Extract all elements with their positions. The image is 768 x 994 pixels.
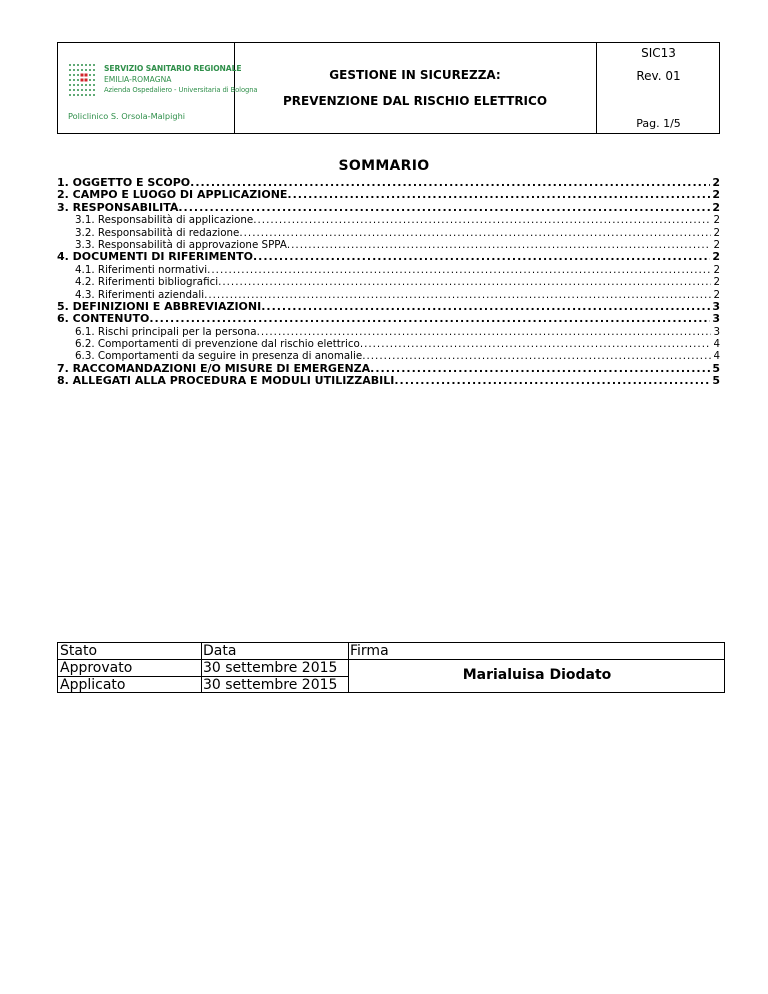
row-approvato-stato: Approvato — [60, 660, 133, 676]
table-of-contents — [57, 177, 720, 388]
toc-dot-leader — [239, 227, 711, 239]
toc-dot-leader — [178, 202, 710, 214]
toc-entry-label: 3.2. Responsabilità di redazione — [75, 226, 240, 239]
signature-name: Marialuisa Diodato — [462, 667, 612, 683]
logo-line-3: Azienda Ospedaliero - Universitaria di Bologna — [104, 86, 258, 94]
toc-entry-page: 3 — [712, 313, 720, 326]
row-applicato-stato: Applicato — [60, 677, 126, 693]
document-header — [57, 42, 720, 134]
logo-line-1: SERVIZIO SANITARIO REGIONALE — [104, 64, 242, 73]
col-header-stato: Stato — [60, 643, 98, 659]
toc-entry[interactable] — [57, 239, 720, 251]
toc-dot-leader — [261, 301, 710, 313]
toc-entry[interactable] — [57, 289, 720, 301]
toc-entry[interactable] — [57, 313, 720, 325]
toc-entry-page: 2 — [713, 263, 720, 276]
toc-dot-leader — [190, 177, 710, 189]
toc-entry-label: 3.3. Responsabilità di approvazione SPPA — [75, 238, 287, 251]
toc-entry[interactable] — [57, 338, 720, 350]
toc-entry[interactable] — [57, 251, 720, 263]
toc-dot-leader — [204, 289, 711, 301]
toc-dot-leader — [287, 239, 712, 251]
toc-dot-leader — [362, 350, 711, 362]
toc-entry-page: 2 — [713, 238, 720, 251]
toc-entry-label: 3.1. Responsabilità di applicazione — [75, 214, 254, 227]
toc-entry-page: 2 — [713, 214, 720, 227]
toc-entry-label: 3. RESPONSABILITÀ — [57, 201, 179, 214]
col-header-firma: Firma — [350, 643, 389, 659]
toc-entry-label: 7. RACCOMANDAZIONI E/O MISURE DI EMERGENZA — [57, 362, 371, 375]
toc-entry-page: 2 — [712, 251, 720, 264]
toc-entry-label: 4.3. Riferimenti aziendali — [75, 288, 205, 301]
toc-entry-label: 4.1. Riferimenti normativi — [75, 263, 208, 276]
logo-line-4: Policlinico S. Orsola-Malpighi — [68, 111, 186, 121]
toc-entry[interactable] — [57, 350, 720, 362]
toc-entry[interactable] — [57, 227, 720, 239]
toc-entry-page: 2 — [712, 189, 720, 202]
document-title-line-1: GESTIONE IN SICUREZZA: — [329, 68, 501, 82]
logo-dots-icon — [68, 63, 98, 99]
approval-divider — [348, 659, 724, 660]
toc-entry-label: 6.1. Rischi principali per la persona — [75, 325, 257, 338]
col-header-data: Data — [203, 643, 237, 659]
toc-entry-label: 8. ALLEGATI ALLA PROCEDURA E MODULI UTILIZZABILI — [57, 375, 395, 388]
toc-entry[interactable] — [57, 276, 720, 288]
toc-entry[interactable] — [57, 202, 720, 214]
toc-dot-leader — [253, 214, 711, 226]
toc-entry-page: 4 — [713, 350, 720, 363]
logo-line-2: EMILIA-ROMAGNA — [104, 75, 172, 84]
toc-entry[interactable] — [57, 214, 720, 226]
toc-entry[interactable] — [57, 264, 720, 276]
toc-entry-label: 6.3. Comportamenti da seguire in presenza di anomalie — [75, 350, 363, 363]
toc-dot-leader — [394, 375, 710, 387]
toc-entry-page: 3 — [713, 325, 720, 338]
document-code: SIC13 — [641, 46, 676, 60]
toc-entry[interactable] — [57, 375, 720, 387]
toc-entry-label: 5. DEFINIZIONI E ABBREVIAZIONI — [57, 300, 262, 313]
toc-entry-page: 2 — [712, 201, 720, 214]
toc-dot-leader — [360, 338, 712, 350]
toc-entry[interactable] — [57, 177, 720, 189]
toc-dot-leader — [207, 264, 711, 276]
approval-table — [57, 642, 725, 693]
row-approvato-data: 30 settembre 2015 — [203, 660, 338, 676]
toc-dot-leader — [149, 313, 710, 325]
toc-dot-leader — [257, 326, 712, 338]
toc-entry-page: 2 — [713, 288, 720, 301]
toc-entry[interactable] — [57, 363, 720, 375]
toc-entry-page: 2 — [713, 276, 720, 289]
toc-entry-label: 2. CAMPO E LUOGO DI APPLICAZIONE — [57, 189, 288, 202]
document-title-line-2: PREVENZIONE DAL RISCHIO ELETTRICO — [282, 94, 548, 108]
toc-entry[interactable] — [57, 326, 720, 338]
toc-entry-page: 2 — [713, 226, 720, 239]
toc-dot-leader — [253, 251, 710, 263]
toc-entry-label: 6.2. Comportamenti di prevenzione dal rischio elettrico — [75, 338, 360, 351]
toc-dot-leader — [218, 276, 711, 288]
toc-entry-page: 3 — [712, 300, 720, 313]
page-number: Pag. 1/5 — [636, 117, 681, 130]
toc-dot-leader — [287, 189, 710, 201]
hospital-logo — [68, 61, 258, 121]
toc-entry-label: 1. OGGETTO E SCOPO — [57, 177, 191, 189]
toc-entry-page: 4 — [713, 338, 720, 351]
toc-entry-label: 4. DOCUMENTI DI RIFERIMENTO — [57, 251, 253, 264]
toc-entry[interactable] — [57, 189, 720, 201]
row-applicato-data: 30 settembre 2015 — [203, 677, 338, 693]
summary-title: SOMMARIO — [338, 158, 430, 174]
toc-entry-label: 4.2. Riferimenti bibliografici — [75, 276, 219, 289]
toc-entry-page: 5 — [712, 362, 720, 375]
toc-entry[interactable] — [57, 301, 720, 313]
toc-dot-leader — [370, 363, 710, 375]
document-revision: Rev. 01 — [636, 69, 681, 83]
toc-entry-label: 6. CONTENUTO — [57, 313, 150, 326]
toc-entry-page: 2 — [712, 177, 720, 189]
toc-entry-page: 5 — [712, 375, 720, 388]
